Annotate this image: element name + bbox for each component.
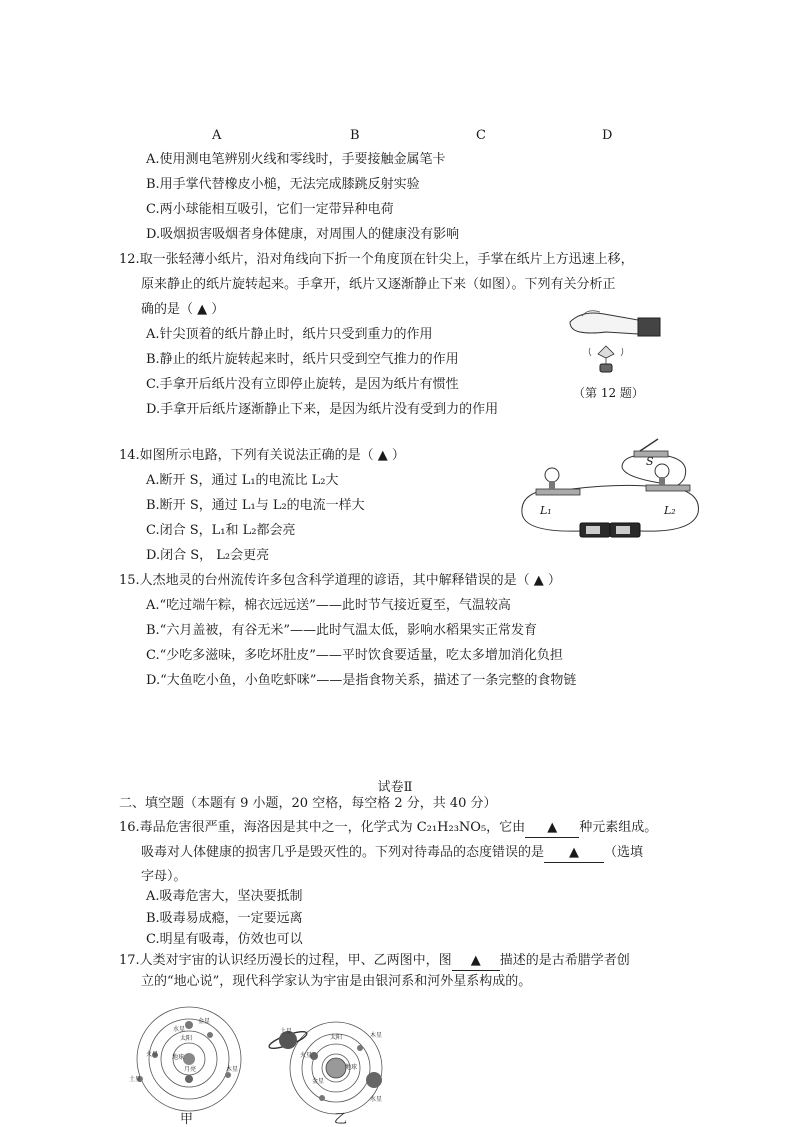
q11-option-b: B.用手掌代替橡皮小槌，无法完成膝跳反射实验 [146,177,420,192]
q11-option-label-d: D [602,128,613,143]
q16-option-a: A.吸毒危害大，坚决要抵制 [146,889,303,904]
q17-blank[interactable]: ▲ [452,952,500,971]
q17-figure-geocentric [130,1005,248,1113]
q16-stem-2b: （选填 [604,845,644,860]
q12-stem-line2: 原来静止的纸片旋转起来。手拿开，纸片又逐渐静止下来（如图）。下列有关分析正 [141,277,616,292]
q16-stem-2a: 吸毒对人体健康的损害几乎是毁灭性的。下列对待毒品的态度错误的是 [141,845,545,860]
q11-option-label-b: B [350,128,360,143]
q16-stem-1b: 种元素组成。 [579,820,658,835]
q17-stem-1a: 17.人类对宇宙的认识经历漫长的过程，甲、乙两图中，图 [119,953,452,968]
q17-caption-jia: 甲 [180,1112,194,1127]
q11-option-d: D.吸烟损害吸烟者身体健康，对周围人的健康没有影响 [146,227,460,242]
q17-fig2-label-muxing: 木星 [370,1032,383,1039]
section-heading: 二、填空题（本题有 9 小题，20 空格，每空格 2 分，共 40 分） [119,796,497,811]
q17-fig2-label-shuixing: 水星 [370,1096,383,1103]
q12-figure-caption: （第 12 题） [573,386,644,400]
q17-fig1-label-taiyang: 太阳 [180,1035,193,1042]
q11-option-label-c: C [476,128,486,143]
q16-line1 [119,819,657,838]
q16-option-c: C.明星有吸毒，仿效也可以 [146,932,303,947]
q15-stem: 15.人杰地灵的台州流传许多包含科学道理的谚语，其中解释错误的是（ ▲ ） [119,573,561,588]
q16-line3: 字母）。 [141,869,187,884]
q12-option-d: D.手拿开后纸片逐渐静止下来，是因为纸片没有受到力的作用 [146,402,499,417]
q17-fig2-label-tuxing: 土星 [280,1028,293,1035]
q17-fig2-label-diqiu: 地球 [345,1064,358,1071]
q17-stem-1b: 描述的是古希腊学者创 [499,953,630,968]
q16-blank-2[interactable]: ▲ [544,844,604,863]
q11-option-c: C.两小球能相互吸引，它们一定带异种电荷 [146,202,394,217]
q14-figure-circuit [512,433,708,545]
q15-option-a: A.“吃过端午粽，棉衣远远送”——此时节气接近夏至，气温较高 [146,598,511,613]
q14-stem: 14.如图所示电路，下列有关说法正确的是（ ▲ ） [119,448,405,463]
q17-fig2-label-huoxing: 火星 [300,1052,313,1059]
q12-stem-line3: 确的是（ ▲ ） [141,302,225,317]
q17-fig1-label-diqiu: 地球 [172,1054,185,1061]
q15-option-b: B.“六月盖被，有谷无米”——此时气温太低，影响水稻果实正常发育 [146,623,537,638]
q12-option-c: C.手拿开后纸片没有立即停止旋转，是因为纸片有惯性 [146,377,459,392]
q16-option-b: B.吸毒易成瘾，一定要远离 [146,911,303,926]
q17-fig1-label-muxing: 木星 [226,1066,239,1073]
q14-switch-label: S [646,455,654,468]
q12-stem-line1: 12.取一张轻薄小纸片，沿对角线向下折一个角度顶在针尖上，手掌在纸片上方迅速上移， [119,252,634,267]
q15-option-c: C.“少吃多滋味，多吃坏肚皮”——平时饮食要适量，吃太多增加消化负担 [146,648,563,663]
q17-fig1-label-yueliang: 月亮 [184,1066,197,1073]
q14-option-c: C.闭合 S，L₁和 L₂都会亮 [146,523,296,538]
q16-stem-1a: 16.毒品危害很严重，海洛因是其中之一，化学式为 C₂₁H₂₃NO₅，它由 [119,820,526,835]
q17-fig1-label-shuixing: 水星 [173,1026,186,1033]
q17-fig1-label-huoxing: 火星 [146,1051,159,1058]
q11-option-label-a: A [212,128,222,143]
q11-option-a: A.使用测电笔辨别火线和零线时，手要接触金属笔卡 [146,152,446,167]
q12-figure-hand-paper [560,302,670,374]
q15-option-d: D.“大鱼吃小鱼，小鱼吃虾咪”——是指食物关系，描述了一条完整的食物链 [146,673,577,688]
q14-lamp1-label: L₁ [540,504,552,517]
paper-part-title: 试卷Ⅱ [377,780,413,795]
q17-line1 [119,952,630,971]
q17-fig2-label-jinxing: 金星 [312,1078,325,1085]
q17-line2: 立的“地心说”，现代科学家认为宇宙是由银河系和河外星系构成的。 [141,974,532,989]
q14-option-d: D.闭合 S， L₂会更亮 [146,548,270,563]
q17-caption-yi: 乙 [334,1112,348,1127]
q12-option-b: B.静止的纸片旋转起来时，纸片只受到空气推力的作用 [146,352,459,367]
q16-line2 [141,844,643,863]
q17-fig1-label-tuxing: 土星 [129,1076,142,1083]
q14-lamp2-label: L₂ [664,504,676,517]
q16-blank-1[interactable]: ▲ [525,819,579,838]
q17-fig2-label-taiyang: 太阳 [330,1034,343,1041]
q17-fig1-label-jinxing: 金星 [198,1018,211,1025]
q14-option-a: A.断开 S，通过 L₁的电流比 L₂大 [146,473,339,488]
q14-option-b: B.断开 S，通过 L₁与 L₂的电流一样大 [146,498,365,513]
q12-option-a: A.针尖顶着的纸片静止时，纸片只受到重力的作用 [146,327,433,342]
